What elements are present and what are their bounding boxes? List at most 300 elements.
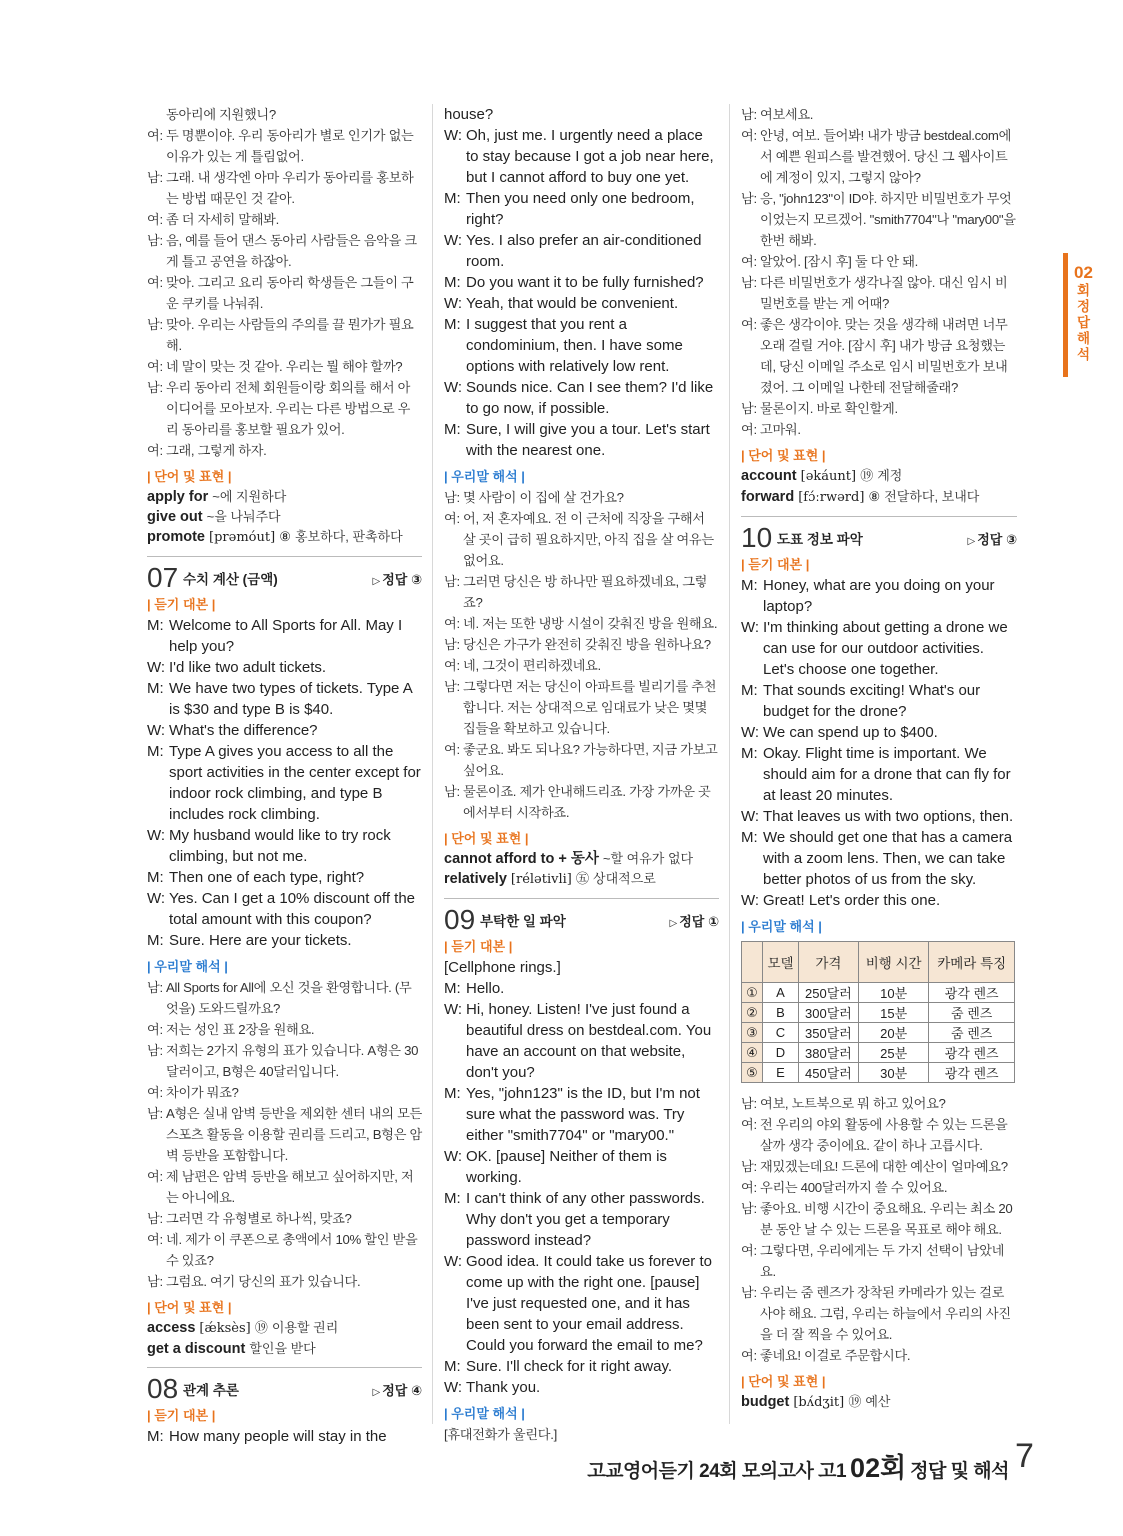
speaker-label: W:	[444, 1379, 463, 1396]
line-text: Then one of each type, right?	[169, 869, 365, 886]
speaker-label: M:	[444, 316, 461, 333]
script-label: | 듣기 대본 |	[444, 939, 513, 954]
line-text: 맞아. 우리는 사람들의 주의를 끌 뭔가가 필요해.	[166, 317, 414, 353]
column-divider	[432, 104, 433, 1424]
line-text: Good idea. It could take us forever to come up with the right one. [pause] I've just requested one, and it has been sent to your email address. Could you forward the email to me?	[466, 1253, 712, 1354]
dialogue-line	[741, 806, 1017, 827]
line-text: 네. 저는 또한 냉방 시설이 갖춰진 방을 원해요.	[463, 616, 718, 631]
table-row	[742, 1043, 1015, 1063]
line-text: Hello.	[466, 980, 505, 997]
speaker-label: M:	[741, 577, 758, 594]
vocab-meaning: 계정	[877, 468, 903, 483]
table-cell: ⑤	[742, 1063, 763, 1083]
dialogue-line	[147, 440, 422, 461]
table-cell: 줌 렌즈	[929, 1003, 1015, 1023]
dialogue-line	[444, 1083, 719, 1146]
line-text: 전 우리의 야외 활동에 사용할 수 있는 드론을 살까 생각 중이에요. 같이 하나 고릅시다.	[760, 1117, 1008, 1153]
vocab-label: | 단어 및 표현 |	[147, 469, 232, 484]
question-09-header	[444, 898, 719, 937]
q08-vocab	[444, 849, 719, 890]
speaker-label: 남:	[444, 784, 460, 799]
line-text: 음, 예를 들어 댄스 동아리 사람들은 음악을 크게 틀고 공연을 하잖아.	[166, 233, 417, 269]
line-text: Great! Let's order this one.	[763, 892, 941, 909]
dialogue-line	[147, 272, 422, 314]
speaker-label: 남:	[147, 1043, 163, 1058]
side-tab-label: 회 정답 해석	[1077, 283, 1091, 362]
speaker-label: M:	[444, 1358, 461, 1375]
line-text: That leaves us with two options, then.	[763, 808, 1014, 825]
line-text: We should get one that has a camera with a zoom lens. Then, we can take better photos of us from the sky.	[763, 829, 1013, 888]
table-cell: ④	[742, 1043, 763, 1063]
speaker-label: M:	[147, 743, 164, 760]
vocab-label: | 단어 및 표현 |	[741, 448, 826, 463]
dialogue-line	[741, 314, 1017, 398]
line-text: I'm thinking about getting a drone we can use for our outdoor activities. Let's choose one together.	[763, 619, 1008, 678]
dialogue-line	[444, 230, 719, 272]
speaker-label: W:	[741, 808, 760, 825]
table-header: 모델	[763, 942, 799, 983]
speaker-label: 여:	[444, 616, 460, 631]
speaker-label: M:	[147, 1428, 164, 1445]
dialogue-line	[444, 1188, 719, 1251]
table-cell: 광각 렌즈	[929, 983, 1015, 1003]
vocab-word: access	[147, 1320, 196, 1336]
vocab-word: get a discount	[147, 1341, 246, 1357]
speaker-label: 남:	[741, 1096, 757, 1111]
line-text: Yes. Can I get a 10% discount off the total amount with this coupon?	[169, 890, 416, 928]
speaker-label: W:	[147, 827, 166, 844]
line-text: All Sports for All에 오신 것을 환영합니다. (무엇을) 도와드릴까요?	[166, 980, 412, 1016]
speaker-label: 남:	[147, 1211, 163, 1226]
speaker-label: 남:	[741, 401, 757, 416]
line-text: We have two types of tickets. Type A is $30 and type B is $40.	[169, 680, 412, 718]
speaker-label: 남:	[147, 170, 163, 185]
speaker-label: 남:	[147, 1106, 163, 1121]
line-text: Type A gives you access to all the sport activities in the center except for indoor rock climbing, and type B includes rock climbing.	[169, 743, 421, 823]
column-1	[147, 104, 422, 1447]
line-text: I'd like two adult tickets.	[169, 659, 327, 676]
speaker-label: W:	[444, 232, 463, 249]
dialogue-line	[444, 781, 719, 823]
question-number: 10	[741, 522, 773, 553]
speaker-label: 여:	[147, 275, 163, 290]
q06-vocab	[147, 487, 422, 548]
script-label: | 듣기 대본 |	[741, 557, 810, 572]
dialogue-line	[444, 978, 719, 999]
dialogue-line	[741, 1177, 1017, 1198]
line-text: 우리는 400달러까지 쓸 수 있어요.	[760, 1180, 948, 1195]
vocab-entry	[147, 487, 422, 507]
dialogue-line	[444, 1251, 719, 1356]
speaker-label: 남:	[147, 317, 163, 332]
line-text: 좋네요! 이걸로 주문합시다.	[760, 1348, 911, 1363]
dialogue-line	[444, 571, 719, 613]
speaker-label: 여:	[444, 511, 460, 526]
footer-suffix: 정답 및 해석	[910, 1461, 1009, 1482]
speaker-label: 남:	[147, 380, 163, 395]
speaker-label: M:	[741, 829, 758, 846]
table-header	[742, 942, 763, 983]
dialogue-line	[741, 1240, 1017, 1282]
speaker-label: 남:	[741, 107, 757, 122]
line-text: My husband would like to try rock climbing, but not me.	[169, 827, 391, 865]
q06-translation-tail	[147, 104, 422, 461]
answer-badge: ▷ 정답 ④	[372, 1382, 422, 1398]
line-text: 그러면 당신은 방 하나만 필요하겠네요, 그렇죠?	[463, 574, 708, 610]
line-text: 좋은 생각이야. 맞는 것을 생각해 내려면 너무 오래 걸릴 거야. [잠시 후] 내가 방금 요청했는데, 당신 이메일 주소로 임시 비밀번호가 보내졌어. 그 이메일 나한테 전달해줄래?	[760, 317, 1008, 395]
vocab-meaning: 전달하다, 보내다	[884, 489, 980, 504]
side-tab-number: 02	[1074, 263, 1093, 282]
q09-translation-start: [휴대전화가 울린다.]	[444, 1427, 557, 1442]
question-type: 관계 추론	[183, 1383, 239, 1398]
speaker-label: 여:	[147, 212, 163, 227]
line-text: 좋군요. 봐도 되나요? 가능하다면, 지금 가보고 싶어요.	[463, 742, 718, 778]
dialogue-line	[741, 827, 1017, 890]
question-number: 09	[444, 904, 476, 935]
dialogue-line	[444, 739, 719, 781]
line-text: Sounds nice. Can I see them? I'd like to go now, if possible.	[466, 379, 714, 417]
speaker-label: 남:	[147, 233, 163, 248]
speaker-label: 여:	[147, 1169, 163, 1184]
dialogue-line	[444, 104, 719, 125]
dialogue-line	[147, 230, 422, 272]
table-header: 비행 시간	[858, 942, 928, 983]
dialogue-line	[741, 104, 1017, 125]
vocab-label: | 단어 및 표현 |	[147, 1300, 232, 1315]
line-text: 그래, 그렇게 하자.	[166, 443, 267, 458]
line-text: Honey, what are you doing on your laptop?	[763, 577, 995, 615]
triangle-icon: ▷	[372, 1386, 381, 1398]
line-text: Yes, "john123" is the ID, but I'm not sure what the password was. Try either "smith7704" or "mary00."	[466, 1085, 700, 1144]
table-row	[742, 1003, 1015, 1023]
table-cell: A	[763, 983, 799, 1003]
table-cell: 30분	[858, 1063, 928, 1083]
dialogue-line	[741, 680, 1017, 722]
vocab-meaning: 홍보하다, 판촉하다	[294, 529, 403, 544]
vocab-entry	[147, 507, 422, 527]
table-cell: 250달러	[798, 983, 858, 1003]
dialogue-line	[444, 1356, 719, 1377]
vocab-entry	[741, 1392, 1017, 1413]
vocab-label: | 단어 및 표현 |	[741, 1374, 826, 1389]
question-07-header	[147, 556, 422, 595]
line-text: 좀 더 자세히 말해봐.	[166, 212, 279, 227]
speaker-label: M:	[741, 682, 758, 699]
vocab-entry	[147, 1339, 422, 1359]
dialogue-line	[444, 676, 719, 739]
vocab-word: cannot afford to + 동사	[444, 851, 599, 867]
vocab-word: relatively	[444, 871, 507, 887]
dialogue-line	[444, 1377, 719, 1398]
question-10-header	[741, 516, 1017, 555]
translation-label: | 우리말 해석 |	[444, 1406, 525, 1421]
line-text: What's the difference?	[169, 722, 318, 739]
line-text: 네. 제가 이 쿠폰으로 총액에서 10% 할인 받을 수 있죠?	[166, 1232, 418, 1268]
script-label: | 듣기 대본 |	[147, 597, 216, 612]
page-number: 7	[1015, 1437, 1034, 1475]
footer-round: 02회	[850, 1453, 907, 1483]
line-text: 차이가 뭐죠?	[166, 1085, 239, 1100]
dialogue-line	[147, 1019, 422, 1040]
table-cell: 450달러	[798, 1063, 858, 1083]
speaker-label: 여:	[147, 1022, 163, 1037]
speaker-label: 여:	[147, 443, 163, 458]
line-text: 그럼요. 여기 당신의 표가 있습니다.	[166, 1274, 361, 1289]
speaker-label: W:	[444, 1253, 463, 1270]
dialogue-line	[147, 1208, 422, 1229]
dialogue-line	[147, 615, 422, 657]
line-text: 고마워.	[760, 422, 801, 437]
table-header: 카메라 특징	[929, 942, 1015, 983]
translation-label: | 우리말 해석 |	[444, 469, 525, 484]
table-cell: 10분	[858, 983, 928, 1003]
dialogue-line	[147, 1166, 422, 1208]
speaker-label: 여:	[147, 1085, 163, 1100]
table-cell: 380달러	[798, 1043, 858, 1063]
dialogue-line	[444, 377, 719, 419]
dialogue-line	[147, 977, 422, 1019]
dialogue-line	[444, 125, 719, 188]
line-text: 저희는 2가지 유형의 표가 있습니다. A형은 30달러이고, B형은 40달러입니다.	[166, 1043, 419, 1079]
line-text: Yeah, that would be convenient.	[466, 295, 679, 312]
line-text: That sounds exciting! What's our budget for the drone?	[763, 682, 981, 720]
speaker-label: W:	[444, 295, 463, 312]
dialogue-line	[147, 377, 422, 440]
line-text: How many people will stay in the	[169, 1428, 387, 1445]
line-text: 좋아요. 비행 시간이 중요해요. 우리는 최소 20분 동안 날 수 있는 드론을 목표로 해야 해요.	[760, 1201, 1013, 1237]
speaker-label: M:	[147, 869, 164, 886]
dialogue-line	[147, 209, 422, 230]
dialogue-line	[741, 1198, 1017, 1240]
vocab-phonetic: [fɔ́ːrwərd] ⑧	[798, 490, 881, 505]
speaker-label: W:	[147, 890, 166, 907]
speaker-label: M:	[444, 980, 461, 997]
dialogue-line	[444, 293, 719, 314]
speaker-label: 여:	[444, 742, 460, 757]
vocab-entry	[741, 487, 1017, 508]
line-text: Hi, honey. Listen! I've just found a beautiful dress on bestdeal.com. You have an account on that website, don't you?	[466, 1001, 712, 1081]
line-text: 네, 그것이 편리하겠네요.	[463, 658, 601, 673]
dialogue-line	[147, 356, 422, 377]
question-number: 07	[147, 562, 179, 593]
line-text: 어, 저 혼자예요. 전 이 근처에 직장을 구해서 살 곳이 급히 필요하지만, 아직 집을 살 여유는 없어요.	[463, 511, 714, 568]
table-cell: ②	[742, 1003, 763, 1023]
line-text: I can't think of any other passwords. Why don't you get a temporary password instead?	[466, 1190, 705, 1249]
vocab-phonetic: [əkáunt] ⑲	[800, 469, 874, 484]
dialogue-line	[741, 272, 1017, 314]
line-text: Thank you.	[466, 1379, 541, 1396]
speaker-label: W:	[444, 379, 463, 396]
dialogue-line	[147, 867, 422, 888]
speaker-label: 여:	[444, 658, 460, 673]
speaker-label: 여:	[147, 1232, 163, 1247]
vocab-meaning: ~을 나눠주다	[206, 509, 281, 524]
q07-translation	[147, 977, 422, 1292]
speaker-label: 남:	[444, 574, 460, 589]
line-text: Welcome to All Sports for All. May I help you?	[169, 617, 403, 655]
side-tab	[1063, 253, 1123, 377]
vocab-phonetic: [prəmóut] ⑧	[209, 530, 291, 545]
q08-script	[444, 104, 719, 461]
answer-badge: ▷ 정답 ③	[967, 531, 1017, 547]
line-text: 물론이죠. 제가 안내해드리죠. 가장 가까운 곳에서부터 시작하죠.	[463, 784, 711, 820]
speaker-label: 남:	[741, 275, 757, 290]
line-text: OK. [pause] Neither of them is working.	[466, 1148, 667, 1186]
q09-translation	[741, 104, 1017, 440]
dialogue-line	[741, 1114, 1017, 1156]
dialogue-line	[741, 188, 1017, 251]
line-text: Do you want it to be fully furnished?	[466, 274, 704, 291]
dialogue-line	[444, 419, 719, 461]
question-number: 08	[147, 1373, 179, 1404]
line-text: 여보세요.	[760, 107, 814, 122]
speaker-label: 여:	[741, 422, 757, 437]
dialogue-line	[741, 1093, 1017, 1114]
question-type: 도표 정보 파악	[777, 532, 863, 547]
table-cell: E	[763, 1063, 799, 1083]
dialogue-line	[741, 1345, 1017, 1366]
line-text: 우리는 줌 렌즈가 장착된 카메라가 있는 걸로 사야 해요. 그럼, 우리는 하늘에서 우리의 사진을 더 잘 찍을 수 있어요.	[760, 1285, 1011, 1342]
speaker-label: M:	[444, 274, 461, 291]
speaker-label: 여:	[741, 1243, 757, 1258]
line-text: [Cellphone rings.]	[444, 959, 561, 976]
dialogue-line	[147, 657, 422, 678]
vocab-entry	[741, 466, 1017, 487]
speaker-label: M:	[147, 680, 164, 697]
line-text: 맞아. 그리고 요리 동아리 학생들은 그들이 구운 쿠키를 나눠줘.	[166, 275, 414, 311]
dialogue-line	[444, 957, 719, 978]
line-text: Yes. I also prefer an air-conditioned room.	[466, 232, 702, 270]
column-2	[444, 104, 719, 1445]
vocab-word: give out	[147, 509, 203, 525]
vocab-meaning: 예산	[865, 1394, 891, 1409]
table-row	[742, 1023, 1015, 1043]
dialogue-line	[147, 1229, 422, 1271]
line-text: 동아리에 지원했니?	[166, 107, 276, 122]
speaker-label: W:	[444, 1001, 463, 1018]
line-text: Sure. I'll check for it right away.	[466, 1358, 672, 1375]
q10-translation	[741, 1093, 1017, 1366]
dialogue-line	[741, 251, 1017, 272]
vocab-phonetic: [bʌ́dʒit] ⑲	[793, 1395, 862, 1410]
q08-translation	[444, 487, 719, 823]
vocab-meaning: ~에 지원하다	[212, 489, 287, 504]
vocab-meaning: 할인을 받다	[249, 1341, 316, 1356]
table-row	[742, 1063, 1015, 1083]
line-text: 그래. 내 생각엔 아마 우리가 동아리를 홍보하는 방법 때문인 것 같아.	[166, 170, 414, 206]
vocab-word: forward	[741, 489, 795, 505]
table-cell: B	[763, 1003, 799, 1023]
speaker-label: M:	[741, 745, 758, 762]
dialogue-line	[741, 398, 1017, 419]
table-cell: 줌 렌즈	[929, 1023, 1015, 1043]
line-text: 그렇다면 저는 당신이 아파트를 빌리기를 추천합니다. 저는 상대적으로 임대료가 낮은 몇몇 집들을 확보하고 있습니다.	[463, 679, 717, 736]
dialogue-line	[147, 1426, 422, 1447]
speaker-label: 남:	[147, 980, 163, 995]
dialogue-line	[444, 1146, 719, 1188]
dialogue-line	[741, 125, 1017, 188]
speaker-label: W:	[741, 619, 760, 636]
vocab-entry	[444, 869, 719, 890]
vocab-meaning: 상대적으로	[593, 871, 656, 886]
speaker-label: M:	[444, 1190, 461, 1207]
line-text: 우리 동아리 전체 회원들이랑 회의를 해서 아이디어를 모아보자. 우리는 다른 방법으로 우리 동아리를 홍보할 필요가 있어.	[166, 380, 411, 437]
dialogue-line	[741, 890, 1017, 911]
speaker-label: 남:	[741, 1201, 757, 1216]
line-text: 당신은 가구가 완전히 갖춰진 방을 원하나요?	[463, 637, 711, 652]
dialogue-line	[147, 825, 422, 867]
vocab-meaning: 이용할 권리	[271, 1320, 339, 1335]
vocab-word: apply for	[147, 489, 209, 505]
table-cell: 20분	[858, 1023, 928, 1043]
dialogue-line	[147, 888, 422, 930]
vocab-entry	[147, 527, 422, 548]
speaker-label: 남:	[741, 1285, 757, 1300]
line-text: Okay. Flight time is important. We should aim for a drone that can fly for at least 20 minutes.	[763, 745, 1011, 804]
dialogue-line	[741, 1156, 1017, 1177]
dialogue-line	[444, 634, 719, 655]
speaker-label: W:	[147, 659, 166, 676]
dialogue-line	[147, 1040, 422, 1082]
speaker-label: 남:	[741, 191, 757, 206]
q09-script	[444, 957, 719, 1398]
vocab-phonetic: [ǽksès] ⑲	[199, 1321, 268, 1336]
speaker-label: 여:	[741, 128, 757, 143]
speaker-label: 남:	[147, 1274, 163, 1289]
dialogue-line	[147, 930, 422, 951]
speaker-label: W:	[147, 722, 166, 739]
speaker-label: 여:	[147, 359, 163, 374]
line-text: Sure, I will give you a tour. Let's start with the nearest one.	[466, 421, 710, 459]
line-text: 물론이지. 바로 확인할게.	[760, 401, 898, 416]
line-text: 다른 비밀번호가 생각나질 않아. 대신 임시 비밀번호를 받는 게 어때?	[760, 275, 1008, 311]
dialogue-line	[147, 741, 422, 825]
line-text: Sure. Here are your tickets.	[169, 932, 352, 949]
vocab-word: promote	[147, 529, 205, 545]
line-text: house?	[444, 106, 494, 123]
q09-vocab	[741, 466, 1017, 508]
dialogue-line	[147, 104, 422, 125]
dialogue-line	[444, 188, 719, 230]
speaker-label: 여:	[741, 1180, 757, 1195]
table-cell: C	[763, 1023, 799, 1043]
column-divider	[729, 104, 730, 1424]
column-3	[741, 104, 1017, 1413]
vocab-label: | 단어 및 표현 |	[444, 831, 529, 846]
table-cell: 광각 렌즈	[929, 1063, 1015, 1083]
speaker-label: M:	[444, 1085, 461, 1102]
script-label: | 듣기 대본 |	[147, 1408, 216, 1423]
dialogue-line	[147, 1103, 422, 1166]
line-text: 제 남편은 암벽 등반을 해보고 싶어하지만, 저는 아니에요.	[166, 1169, 414, 1205]
speaker-label: 여:	[147, 128, 163, 143]
speaker-label: W:	[444, 127, 463, 144]
speaker-label: W:	[741, 892, 760, 909]
question-08-header	[147, 1367, 422, 1406]
dialogue-line	[147, 314, 422, 356]
vocab-entry	[147, 1318, 422, 1339]
triangle-icon: ▷	[669, 917, 678, 929]
dialogue-line	[741, 575, 1017, 617]
translation-label: | 우리말 해석 |	[147, 959, 228, 974]
translation-label: | 우리말 해석 |	[741, 919, 822, 934]
line-text: I suggest that you rent a condominium, then. I have some options with relatively low rent.	[466, 316, 683, 375]
line-text: 몇 사람이 이 집에 살 건가요?	[463, 490, 624, 505]
line-text: 응, "john123"이 ID야. 하지만 비밀번호가 무엇이었는지 모르겠어. "smith7704"나 "mary00"을 한번 해봐.	[760, 191, 1016, 248]
speaker-label: M:	[147, 617, 164, 634]
vocab-word: account	[741, 468, 797, 484]
answer-badge: ▷ 정답 ①	[669, 913, 719, 929]
